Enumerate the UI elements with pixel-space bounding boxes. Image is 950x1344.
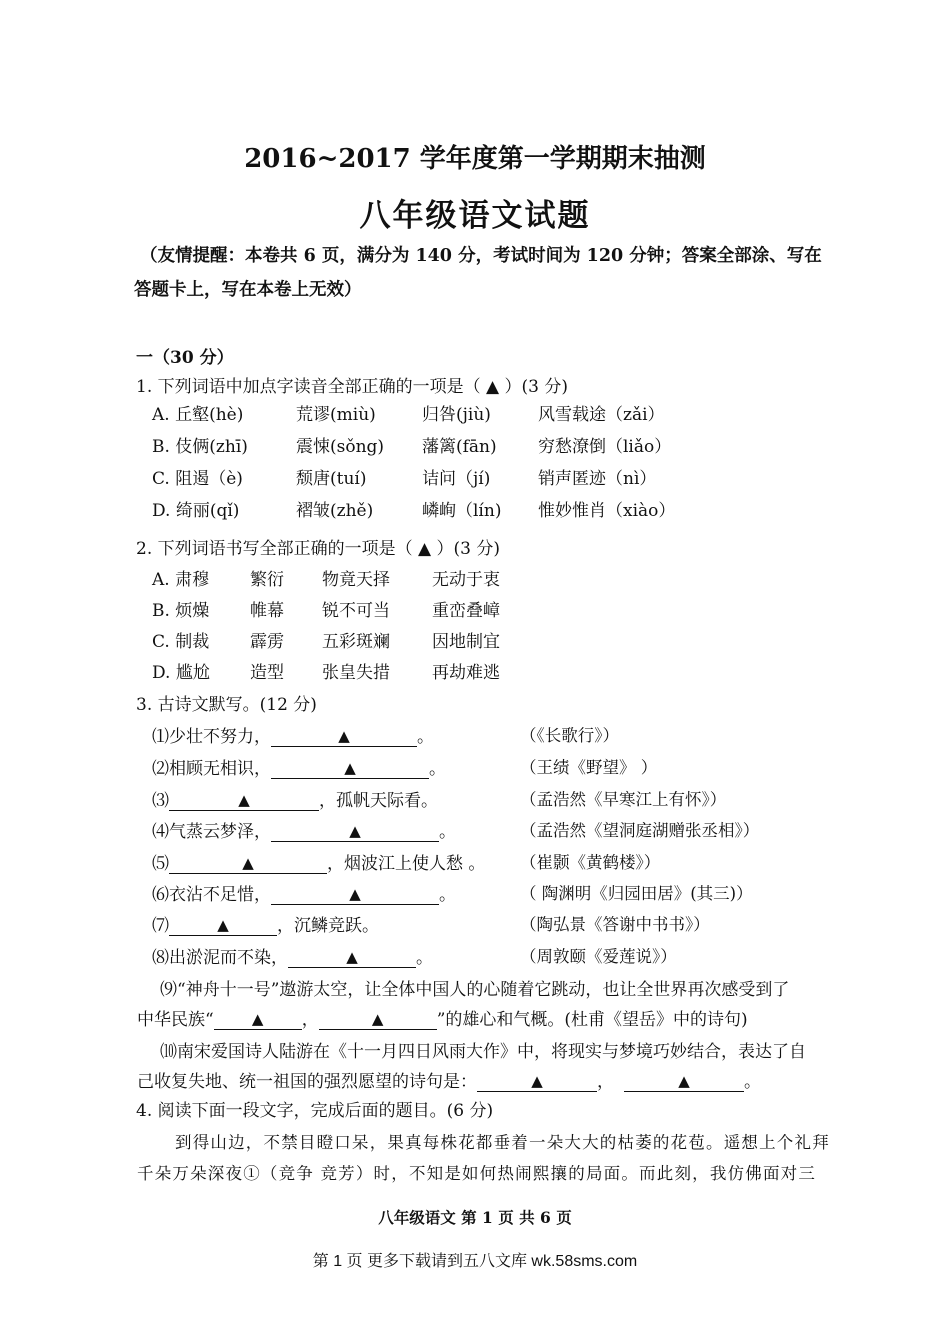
q3-item-suffix: 。 — [439, 822, 456, 842]
answer-blank[interactable] — [214, 1009, 302, 1030]
download-site-line: 第 1 页 更多下载请到五八文库 wk.58sms.com — [312, 1253, 638, 1270]
item9-post: ”的雄心和气概。(杜甫《望岳》中的诗句) — [436, 1010, 748, 1030]
q4-stem: 4. 阅读下面一段文字，完成后面的题目。(6 分) — [136, 1101, 494, 1121]
q2-option-cell: 因地制宜 — [432, 632, 500, 652]
q1-option-cell: 嶙峋（lín) — [422, 501, 502, 521]
q2-option-cell: C. 制裁 — [152, 632, 210, 652]
q2-option-cell: A. 肃穆 — [152, 570, 210, 590]
q2-option-cell: 造型 — [250, 663, 284, 683]
blank-mark: ▲ — [346, 948, 358, 966]
q2-stem: 2. 下列词语书写全部正确的一项是（ ▲ ）(3 分) — [136, 539, 500, 559]
q1-option-cell: B. 伎俩(zhī) — [152, 437, 248, 457]
blank-mark: ▲ — [371, 1010, 384, 1028]
q4-paragraph-line1: 到得山边，不禁目瞪口呆，果真每株花都垂着一朵大大的枯萎的花苞。遥想上个礼拜 — [175, 1133, 830, 1152]
answer-blank[interactable] — [169, 915, 277, 936]
q3-item10-line1: ⑽南宋爱国诗人陆游在《十一月四日风雨大作》中，将现实与梦境巧妙结合，表达了自 — [160, 1042, 806, 1062]
page-footer: 八年级语文 第 1 页 共 6 页 — [378, 1208, 572, 1227]
q1-option-cell: D. 绮丽(qǐ) — [152, 501, 240, 521]
q3-item-prefix: ⑵相顾无相识， — [152, 759, 271, 779]
q3-item-suffix: 。 — [439, 885, 456, 905]
answer-blank[interactable] — [169, 853, 327, 874]
q3-item-prefix: ⑷气蒸云梦泽， — [152, 822, 271, 842]
q3-item9-line1: ⑼“神舟十一号”遨游太空，让全体中国人的心随着它跳动，也让全世界再次感受到了 — [160, 980, 790, 1000]
blank-mark: ▲ — [238, 791, 250, 809]
item10-post: 。 — [744, 1072, 761, 1092]
q3-item-prefix: ⑸ — [152, 854, 169, 874]
q2-option-cell: 再劫难逃 — [432, 663, 500, 683]
q3-item9-line2 — [137, 1005, 748, 1030]
q3-item-suffix: ，沉鳞竞跃。 — [277, 916, 379, 936]
blank-mark: ▲ — [242, 854, 254, 872]
q3-item-line — [152, 786, 438, 811]
q2-option-cell: 繁衍 — [250, 570, 284, 590]
q1-option-cell: A. 丘壑(hè) — [152, 405, 244, 425]
q2-option-cell: 重峦叠嶂 — [432, 601, 500, 621]
q1-option-cell: 藩篱(fān) — [422, 437, 497, 457]
q3-item-line — [152, 817, 456, 842]
item10-mid: ， — [597, 1072, 614, 1092]
q3-item-prefix: ⑺ — [152, 916, 169, 936]
q4-paragraph-line2: 千朵万朵深夜①（竞争 竞芳）时，不知是如何热闹熙攘的局面。而此刻，我仿佛面对三 — [137, 1164, 817, 1183]
q1-option-cell: 震悚(sǒng) — [296, 437, 385, 457]
q1-option-cell: 褶皱(zhě) — [296, 501, 374, 521]
blank-mark: ▲ — [349, 885, 361, 903]
q2-option-cell: 物竟天择 — [322, 570, 390, 590]
blank-mark: ▲ — [251, 1010, 264, 1028]
q3-item-line — [152, 911, 379, 936]
q2-option-cell: 帷幕 — [250, 601, 284, 621]
answer-blank[interactable] — [477, 1071, 597, 1092]
blank-mark: ▲ — [217, 916, 229, 934]
item10-pre: 己收复失地、统一祖国的强烈愿望的诗句是： — [137, 1072, 477, 1092]
q3-item-suffix: ，孤帆天际看。 — [319, 791, 438, 811]
q3-item-source: （周敦颐《爱莲说》） — [520, 947, 677, 966]
q1-option-cell: 惟妙惟肖（xiào） — [538, 501, 676, 521]
q2-option-cell: D. 尴尬 — [152, 663, 210, 683]
q2-option-cell: 五彩斑斓 — [322, 632, 390, 652]
q3-item10-line2 — [137, 1067, 761, 1092]
q3-item-line — [152, 722, 434, 747]
q2-option-cell: 无动于衷 — [432, 570, 500, 590]
answer-blank[interactable] — [271, 726, 417, 747]
note-line-1: （友情提醒：本卷共 6 页，满分为 140 分，考试时间为 120 分钟；答案全部涂、写在 — [140, 246, 822, 266]
q3-item-suffix: 。 — [417, 727, 434, 747]
blank-mark: ▲ — [531, 1072, 543, 1090]
q3-item-prefix: ⑴少壮不努力， — [152, 727, 271, 747]
q3-stem: 3. 古诗文默写。(12 分) — [136, 695, 317, 715]
q3-item-prefix: ⑶ — [152, 791, 169, 811]
q3-item-line — [152, 849, 485, 874]
blank-mark: ▲ — [678, 1072, 690, 1090]
answer-blank[interactable] — [624, 1071, 744, 1092]
q2-option-cell: B. 烦燥 — [152, 601, 210, 621]
q2-option-cell: 张皇失措 — [322, 663, 390, 683]
q1-stem: 1. 下列词语中加点字读音全部正确的一项是（ ▲ ）(3 分) — [136, 377, 568, 397]
q3-item-line — [152, 754, 446, 779]
q3-item-source: （《长歌行》） — [520, 726, 619, 745]
q1-option-cell: C. 阻遏（è) — [152, 469, 243, 489]
q1-option-cell: 颓唐(tuí) — [296, 469, 367, 489]
q3-item-line — [152, 943, 433, 968]
q3-item-suffix: 。 — [429, 759, 446, 779]
q3-item-source: （孟浩然《望洞庭湖赠张丞相》） — [520, 821, 760, 840]
q3-item-source: （陶弘景《答谢中书书》） — [520, 915, 710, 934]
q2-option-cell: 霹雳 — [250, 632, 284, 652]
q3-item-suffix: ，烟波江上使人愁 。 — [327, 854, 486, 874]
q3-item-source: （孟浩然《早寒江上有怀》） — [520, 790, 727, 809]
section-heading: 一（30 分） — [136, 348, 234, 368]
q2-option-cell: 锐不可当 — [322, 601, 390, 621]
q1-option-cell: 穷愁潦倒（liǎo） — [538, 437, 672, 457]
note-line-2: 答题卡上，写在本卷上无效） — [134, 280, 362, 300]
q3-item-prefix: ⑻出淤泥而不染， — [152, 948, 288, 968]
q3-item-source: （王绩《野望》 ） — [520, 758, 658, 777]
q3-item-source: （崔颢《黄鹤楼》） — [520, 853, 661, 872]
q3-item-prefix: ⑹衣沾不足惜， — [152, 885, 271, 905]
answer-blank[interactable] — [169, 790, 319, 811]
q1-option-cell: 诘问（jí) — [422, 469, 491, 489]
q1-option-cell: 销声匿迹（nì） — [538, 469, 657, 489]
answer-blank[interactable] — [271, 884, 439, 905]
blank-mark: ▲ — [349, 822, 361, 840]
q3-item-line — [152, 880, 456, 905]
q3-item-suffix: 。 — [416, 948, 433, 968]
q1-option-cell: 风雪载途（zǎi） — [538, 405, 665, 425]
q1-option-cell: 归咎(jiù) — [422, 405, 491, 425]
item9-pre: 中华民族“ — [137, 1010, 214, 1030]
q3-item-source: （ 陶渊明《归园田居》(其三)） — [520, 884, 753, 903]
answer-blank[interactable] — [271, 821, 439, 842]
answer-blank[interactable] — [319, 1009, 437, 1030]
item9-mid: ， — [301, 1010, 319, 1030]
answer-blank[interactable] — [271, 758, 429, 779]
blank-mark: ▲ — [338, 727, 350, 745]
q1-option-cell: 荒谬(miù) — [296, 405, 376, 425]
subject-title: 八年级语文试题 — [359, 198, 591, 234]
blank-mark: ▲ — [344, 759, 356, 777]
exam-title: 2016~2017 学年度第一学期期末抽测 — [244, 144, 706, 174]
answer-blank[interactable] — [288, 947, 416, 968]
